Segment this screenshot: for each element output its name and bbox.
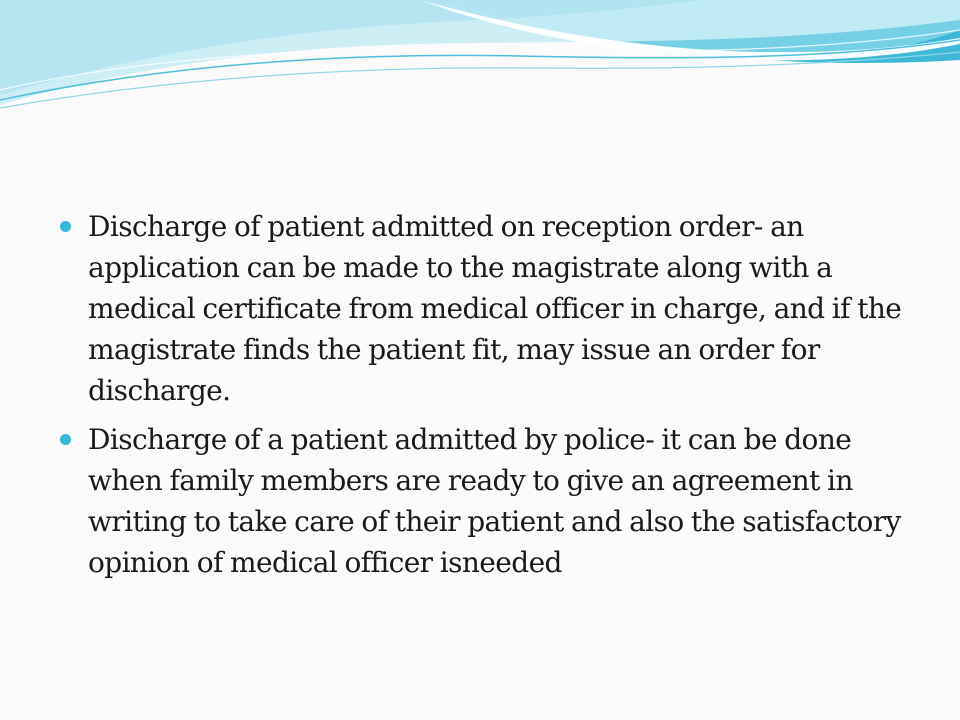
bullet-text: Discharge of patient admitted on reception order- an application can be made to the magistrate along with a medical certificate from medical officer in charge, and if the magistrate finds the patient fit, may issue an order for discharge. <box>88 210 902 407</box>
bullet-item <box>60 206 910 411</box>
bullet-dot-icon <box>60 221 71 232</box>
wave-header-decoration <box>0 0 960 140</box>
bullet-dot-icon <box>60 434 71 445</box>
content-area <box>60 206 910 591</box>
bullet-list <box>60 206 910 583</box>
bullet-item <box>60 419 910 583</box>
bullet-text: Discharge of a patient admitted by police- it can be done when family members are ready to give an agreement in writing to take care of their patient and also the satisfactory opinion of medical officer isneeded <box>88 423 901 579</box>
